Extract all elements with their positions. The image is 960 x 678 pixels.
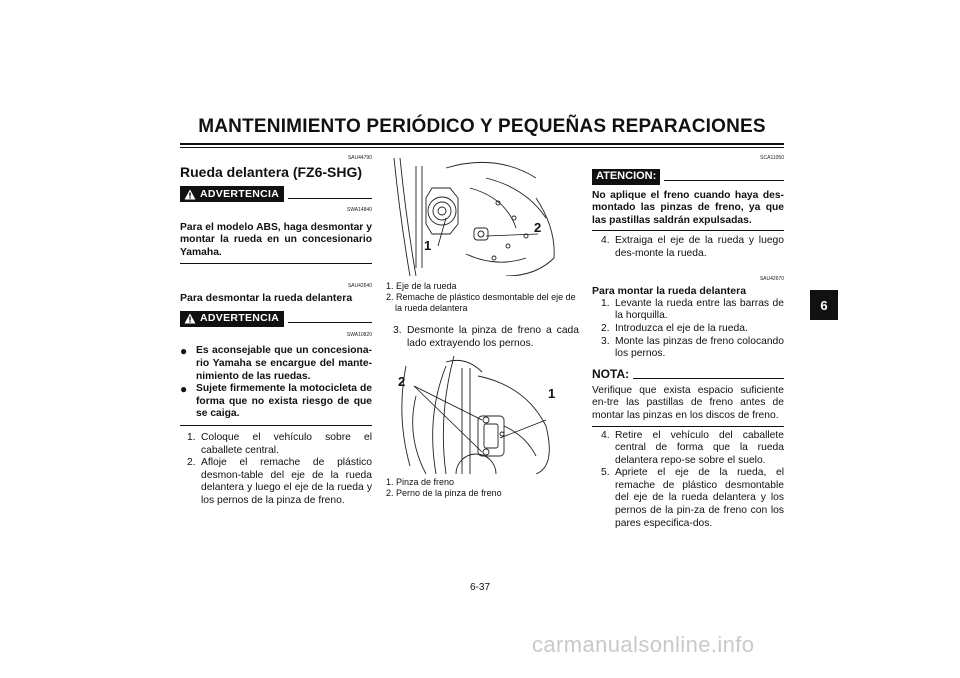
caption-item: 2. Perno de la pinza de freno bbox=[386, 488, 502, 498]
final-steps-list bbox=[592, 430, 784, 531]
reference-code: SAU42640 bbox=[347, 282, 372, 289]
warning-triangle-icon bbox=[184, 189, 196, 200]
step-4 bbox=[592, 235, 784, 260]
bullet-icon: ● bbox=[180, 382, 188, 397]
warning-label: ADVERTENCIA bbox=[200, 187, 280, 200]
note-banner bbox=[592, 367, 784, 383]
figure-brake-caliper bbox=[386, 356, 578, 474]
warning-label: ADVERTENCIA bbox=[200, 312, 280, 325]
bullet-icon: ● bbox=[180, 344, 188, 359]
list-item: 3. Monte las pinzas de freno colocando los pernos. bbox=[601, 335, 784, 360]
warning-bullets bbox=[180, 345, 372, 421]
list-item: 3. Desmonte la pinza de freno a cada lado extrayendo los pernos. bbox=[393, 325, 579, 349]
right-column bbox=[592, 152, 784, 530]
page-number: 6-37 bbox=[469, 582, 490, 593]
warning-triangle-icon bbox=[184, 313, 196, 324]
list-item: 1. Levante la rueda entre las barras de la horquilla. bbox=[601, 297, 784, 322]
reference-code: SCA11050 bbox=[760, 155, 784, 161]
list-item: 4. Retire el vehículo del caballete central de forma que la rueda delantera repo-se sobre el suelo. bbox=[601, 429, 784, 466]
reference-code: SWA10820 bbox=[346, 331, 372, 338]
caution-label: ATENCION: bbox=[592, 169, 660, 185]
callout-2: 2 bbox=[534, 220, 542, 235]
header-rule bbox=[180, 143, 784, 145]
figure-captions bbox=[386, 281, 582, 314]
callout-1: 1 bbox=[548, 386, 556, 401]
reference-code: SWA14840 bbox=[346, 207, 372, 214]
list-item: 2. Afloje el remache de plástico desmon-table del eje de la rueda delantera y luego el eje de la rueda y los pernos de la pinza de freno. bbox=[187, 457, 372, 506]
list-item: ● Sujete firmemente la motocicleta de forma que no exista riesgo de que se caiga. bbox=[180, 382, 372, 420]
caption-item: 1. Pinza de freno bbox=[386, 477, 455, 487]
caution-banner bbox=[592, 169, 784, 185]
steps-list bbox=[180, 432, 372, 508]
caution-text: No aplique el freno cuando haya des-montado las pinzas de freno, ya que las pastillas saldrán expulsadas. bbox=[592, 189, 784, 226]
mount-steps-list bbox=[592, 298, 784, 361]
callout-1: 1 bbox=[424, 238, 432, 253]
step-3 bbox=[393, 325, 579, 350]
list-item: 5. Apriete el eje de la rueda, el remache de plástico desmontable del eje de la rueda delantera y los pernos de la pin-za de freno con los pares especifica-dos. bbox=[601, 467, 784, 529]
warning-banner bbox=[180, 311, 372, 327]
reference-code: SAU42670 bbox=[759, 275, 784, 282]
warning-text: Para el modelo ABS, haga desmontar y montar la rueda en un concesionario Yamaha. bbox=[180, 221, 372, 258]
reference-code: SAU44790 bbox=[347, 155, 372, 161]
subheading: Para montar la rueda delantera bbox=[592, 285, 747, 298]
page-title: MANTENIMIENTO PERIÓDICO Y PEQUEÑAS REPARACIONES bbox=[198, 116, 766, 137]
list-item: 4. Extraiga el eje de la rueda y luego des-monte la rueda. bbox=[601, 235, 784, 259]
subheading: Para desmontar la rueda delantera bbox=[180, 292, 353, 305]
list-item: 2. Introduzca el eje de la rueda. bbox=[601, 322, 748, 334]
note-label: NOTA: bbox=[592, 367, 630, 382]
watermark: carmanualsonline.info bbox=[532, 632, 755, 657]
figure-wheel-axle bbox=[386, 158, 578, 276]
header-rule-thin bbox=[180, 147, 784, 148]
figure-captions bbox=[386, 477, 582, 499]
caption-item: 2. Remache de plástico desmontable del eje de la rueda delantera bbox=[386, 292, 576, 313]
warning-label-box bbox=[180, 311, 284, 327]
chapter-tab[interactable]: 6 bbox=[810, 290, 838, 320]
wheel-axle-illustration bbox=[386, 158, 578, 276]
note-text: Verifique que exista espacio suficiente en-tre las pastillas de freno antes de montar las pinzas en los discos de freno. bbox=[592, 384, 784, 421]
section-heading: Rueda delantera (FZ6-SHG) bbox=[180, 163, 363, 180]
warning-banner bbox=[180, 186, 372, 202]
list-item: 1. Coloque el vehículo sobre el caballete central. bbox=[187, 431, 372, 456]
caption-item: 1. Eje de la rueda bbox=[386, 281, 457, 291]
left-column bbox=[180, 152, 372, 507]
brake-caliper-illustration bbox=[386, 356, 578, 474]
warning-label-box bbox=[180, 186, 284, 202]
callout-2: 2 bbox=[398, 374, 406, 389]
list-item: ● Es aconsejable que un concesiona-rio Yamaha se encargue del mante-nimiento de las ruedas. bbox=[180, 344, 372, 382]
